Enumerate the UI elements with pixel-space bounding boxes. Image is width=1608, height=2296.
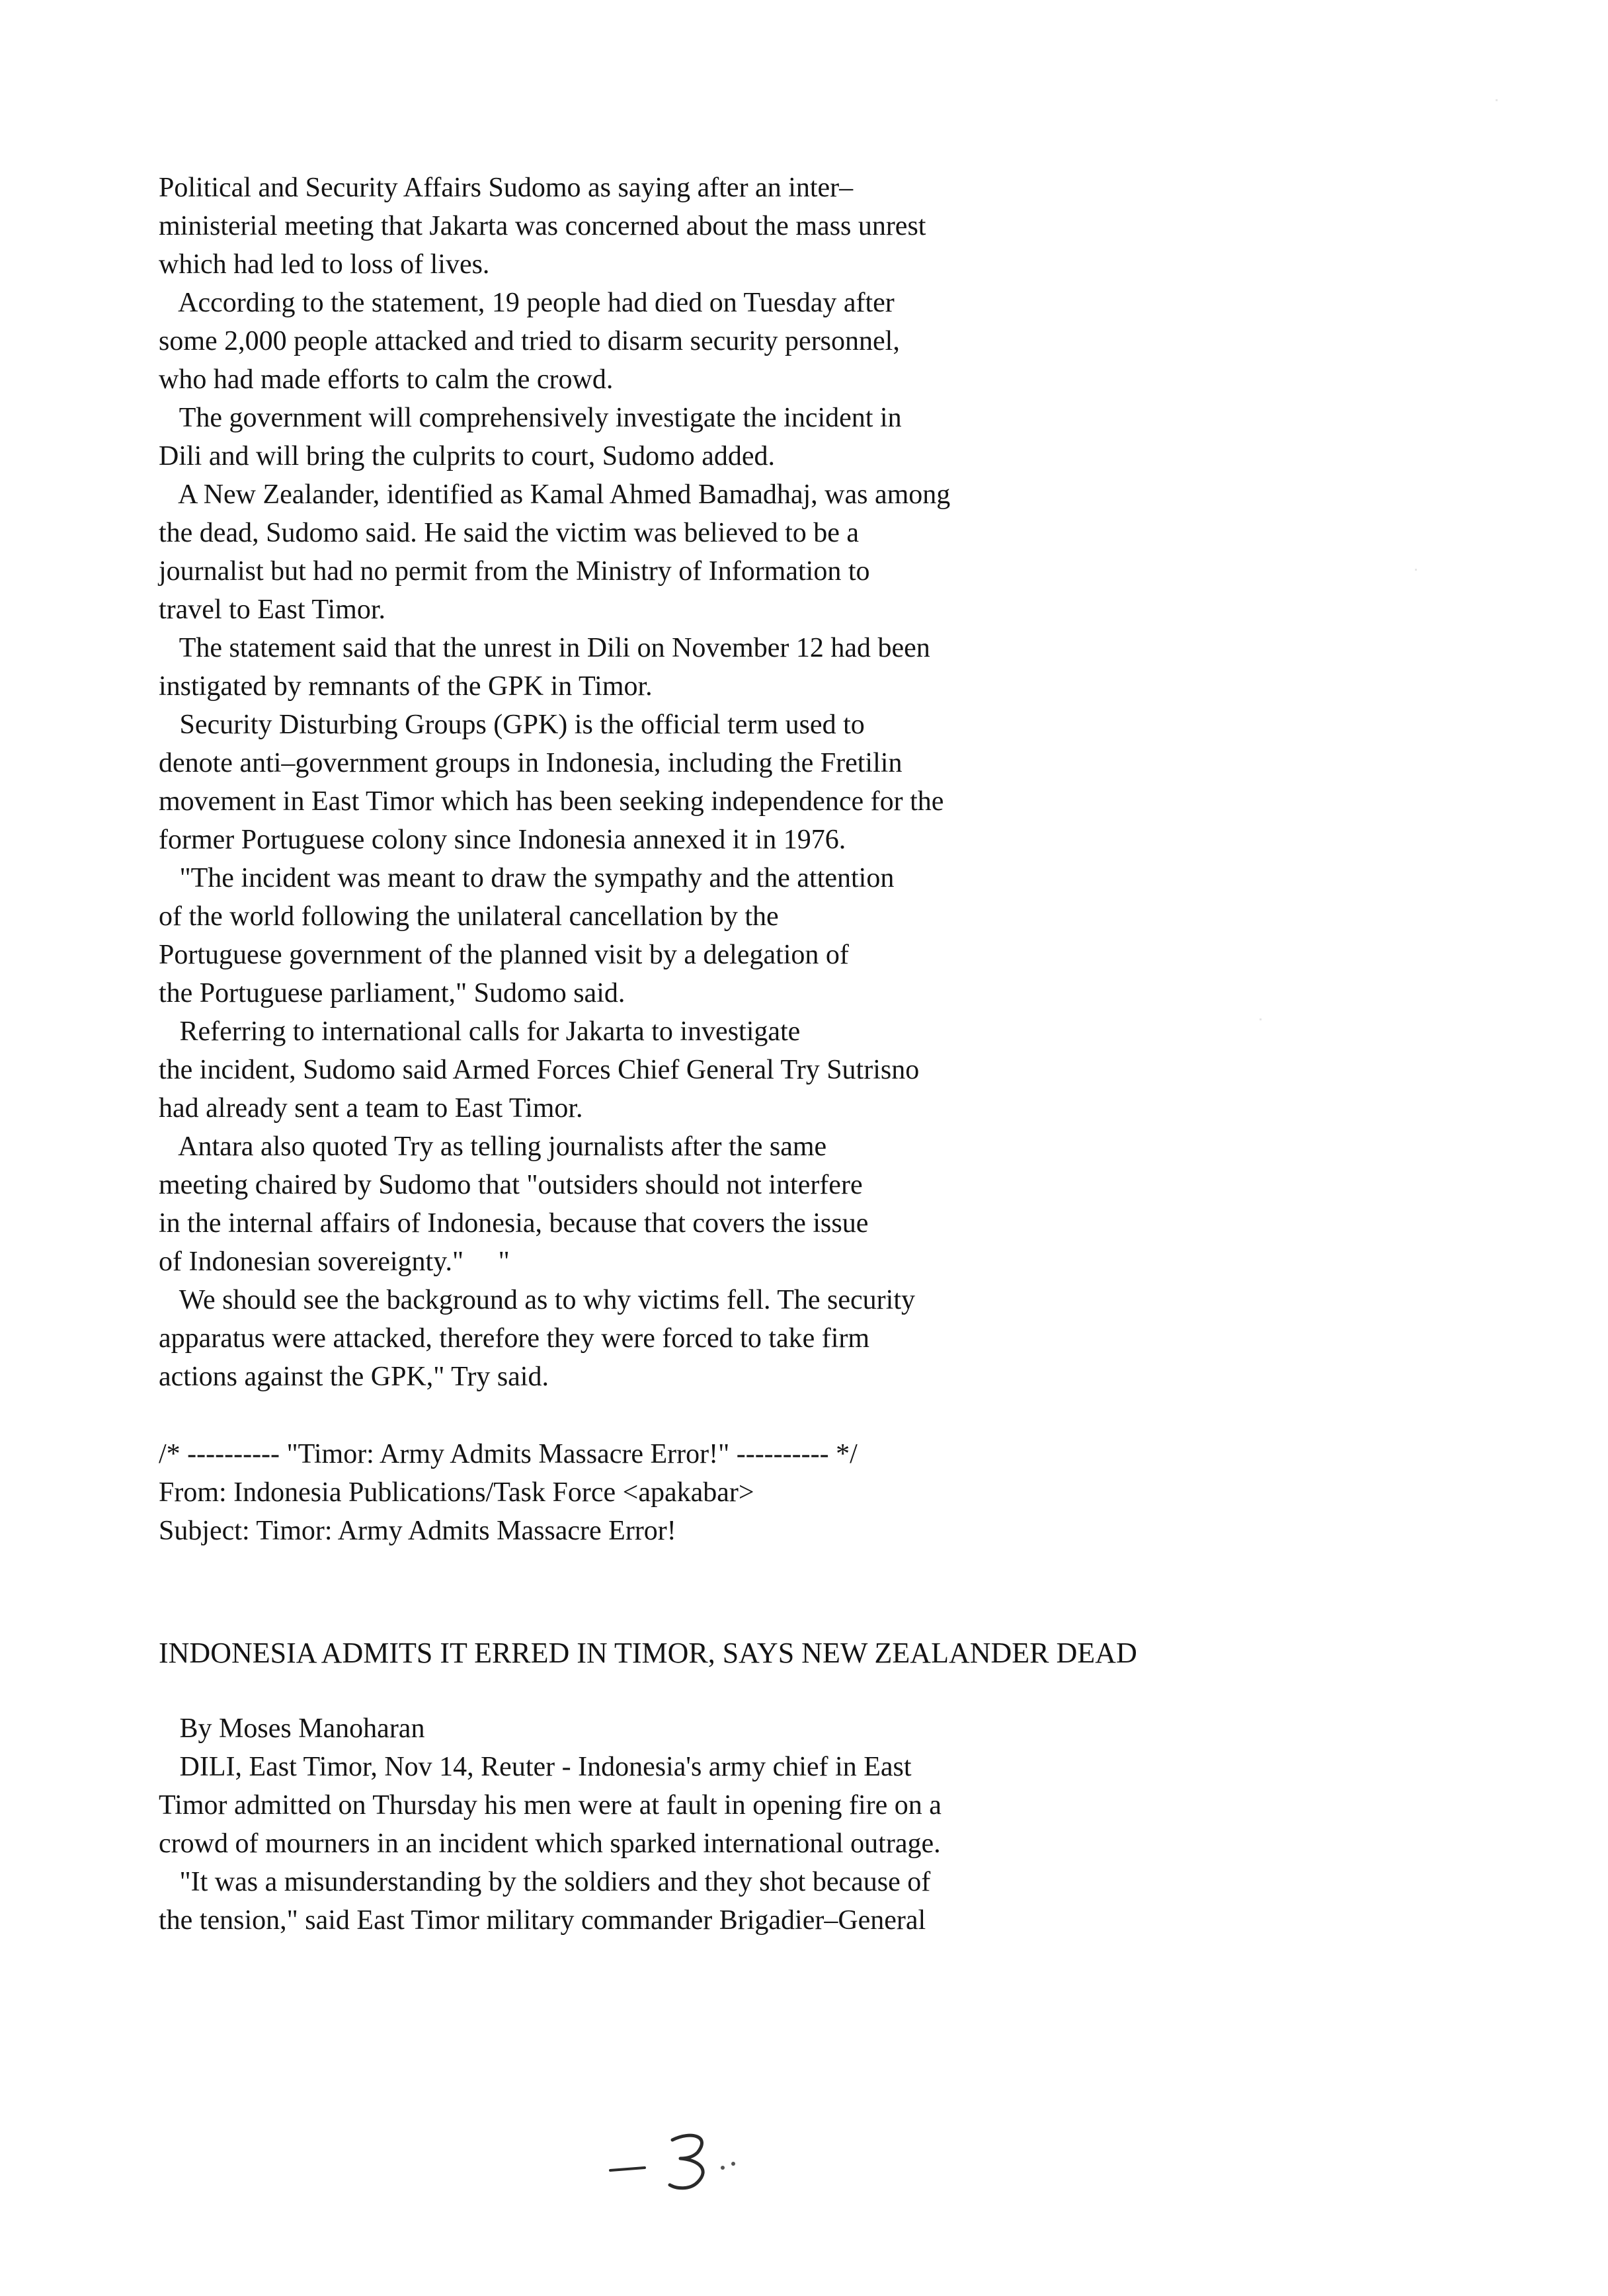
text-line: Portuguese government of the planned visit by a delegation of xyxy=(159,940,849,970)
text-line: Security Disturbing Groups (GPK) is the official term used to xyxy=(159,710,865,740)
text-line: the incident, Sudomo said Armed Forces Chief General Try Sutrisno xyxy=(159,1055,920,1085)
text-line: some 2,000 people attacked and tried to disarm security personnel, xyxy=(159,326,900,356)
text-line: journalist but had no permit from the Ministry of Information to xyxy=(159,556,870,587)
text-line: "It was a misunderstanding by the soldiers and they shot because of xyxy=(159,1867,931,1897)
text-line: the Portuguese parliament," Sudomo said. xyxy=(159,978,625,1008)
handwritten-page-number xyxy=(598,2116,757,2195)
byline: By Moses Manoharan xyxy=(159,1713,425,1744)
text-line: denote anti–government groups in Indonesia, including the Fretilin xyxy=(159,748,903,778)
text-line: Dili and will bring the culprits to court, Sudomo added. xyxy=(159,441,776,472)
page-number xyxy=(598,2116,757,2195)
text-line: apparatus were attacked, therefore they were forced to take firm xyxy=(159,1323,870,1354)
text-line: which had led to loss of lives. xyxy=(159,249,490,280)
text-line: Political and Security Affairs Sudomo as saying after an inter– xyxy=(159,173,854,203)
scan-speck xyxy=(1496,99,1498,101)
text-line: We should see the background as to why victims fell. The security xyxy=(159,1285,915,1315)
scan-speck xyxy=(1260,1018,1262,1020)
text-line: travel to East Timor. xyxy=(159,594,386,625)
text-line: According to the statement, 19 people had died on Tuesday after xyxy=(159,288,895,318)
text-line: "The incident was meant to draw the sympathy and the attention xyxy=(159,863,895,893)
text-line: the dead, Sudomo said. He said the victim was believed to be a xyxy=(159,518,860,548)
text-line: The statement said that the unrest in Dili on November 12 had been xyxy=(159,633,930,663)
text-line: instigated by remnants of the GPK in Timor. xyxy=(159,671,653,702)
text-line: meeting chaired by Sudomo that "outsiders should not interfere xyxy=(159,1170,863,1200)
article-continuation xyxy=(159,169,1388,1396)
text-line: the tension," said East Timor military commander Brigadier–General xyxy=(159,1905,926,1936)
text-line: A New Zealander, identified as Kamal Ahmed Bamadhaj, was among xyxy=(159,479,951,510)
scan-speck xyxy=(1415,569,1417,571)
text-line: movement in East Timor which has been seeking independence for the xyxy=(159,786,944,817)
text-line: had already sent a team to East Timor. xyxy=(159,1093,583,1124)
message-header xyxy=(159,1435,1388,1550)
text-line: who had made efforts to calm the crowd. xyxy=(159,364,614,395)
article-headline: INDONESIA ADMITS IT ERRED IN TIMOR, SAYS NEW ZEALANDER DEAD xyxy=(159,1637,1137,1669)
text-line: Referring to international calls for Jakarta to investigate xyxy=(159,1016,801,1047)
text-line: crowd of mourners in an incident which sparked international outrage. xyxy=(159,1828,941,1859)
text-line: Timor admitted on Thursday his men were at fault in opening fire on a xyxy=(159,1790,942,1821)
from-line: From: Indonesia Publications/Task Force <apakabar> xyxy=(159,1477,754,1508)
text-line: of Indonesian sovereignty." " xyxy=(159,1247,510,1277)
separator-line: /* ---------- "Timor: Army Admits Massacre Error!" ---------- */ xyxy=(159,1439,858,1469)
text-line: actions against the GPK," Try said. xyxy=(159,1362,549,1392)
text-line: of the world following the unilateral cancellation by the xyxy=(159,901,779,932)
text-line: in the internal affairs of Indonesia, because that covers the issue xyxy=(159,1208,869,1239)
article-body xyxy=(159,1709,1388,1940)
subject-line: Subject: Timor: Army Admits Massacre Error! xyxy=(159,1516,676,1546)
text-line: DILI, East Timor, Nov 14, Reuter - Indonesia's army chief in East xyxy=(159,1752,912,1782)
text-line: Antara also quoted Try as telling journalists after the same xyxy=(159,1131,827,1162)
text-line: The government will comprehensively investigate the incident in xyxy=(159,403,902,433)
text-line: former Portuguese colony since Indonesia annexed it in 1976. xyxy=(159,825,846,855)
text-line: ministerial meeting that Jakarta was concerned about the mass unrest xyxy=(159,211,926,241)
